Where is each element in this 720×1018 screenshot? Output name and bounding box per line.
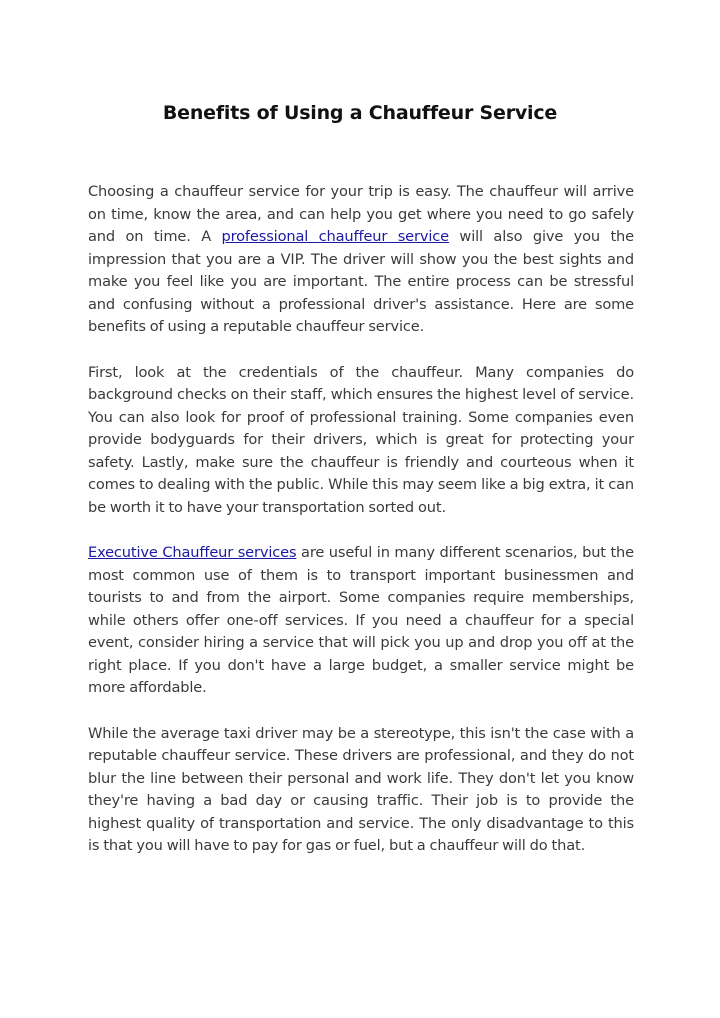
paragraph-1 xyxy=(88,181,634,339)
executive-chauffeur-services-link[interactable]: Executive Chauffeur services xyxy=(88,544,297,561)
paragraph-1-text-after: will also give you the impression that you are a VIP. The driver will show you the best sights and make you feel like you are important. The entire process can be stressful and confusing without a professional driver's assistance. Here are some benefits of using a reputable chauffeur service. xyxy=(88,228,634,335)
paragraph-2: First, look at the credentials of the chauffeur. Many companies do background checks on their staff, which ensures the highest level of service. You can also look for proof of professional training. Some companies even provide bodyguards for their drivers, which is great for protecting your safety. Lastly, make sure the chauffeur is friendly and courteous when it comes to dealing with the public. While this may seem like a big extra, it can be worth it to have your transportation sorted out. xyxy=(88,363,634,516)
paragraph-4: While the average taxi driver may be a stereotype, this isn't the case with a reputable chauffeur service. These drivers are professional, and they do not blur the line between their personal and work life. They don't let you know they're having a bad day or causing traffic. Their job is to provide the highest quality of transportation and service. The only disadvantage to this is that you will have to pay for gas or fuel, but a chauffeur will do that. xyxy=(88,724,634,854)
article-body xyxy=(88,181,634,881)
paragraph-3-text-after: are useful in many different scenarios, but the most common use of them is to transport important businessmen and tourists to and from the airport. Some companies require memberships, while others offer one-off services. If you need a chauffeur for a special event, consider hiring a service that will pick you up and drop you off at the right place. If you don't have a large budget, a smaller service might be more affordable. xyxy=(88,544,634,696)
paragraph-1-text-before: Choosing a chauffeur service for your trip is easy. The chauffeur will arrive on time, know the area, and can help you get where you need to go safely and on time. A xyxy=(88,183,634,245)
paragraph-3 xyxy=(88,542,634,700)
page-title: Benefits of Using a Chauffeur Service xyxy=(162,102,558,124)
professional-chauffeur-service-link[interactable]: professional chauffeur service xyxy=(221,228,449,245)
